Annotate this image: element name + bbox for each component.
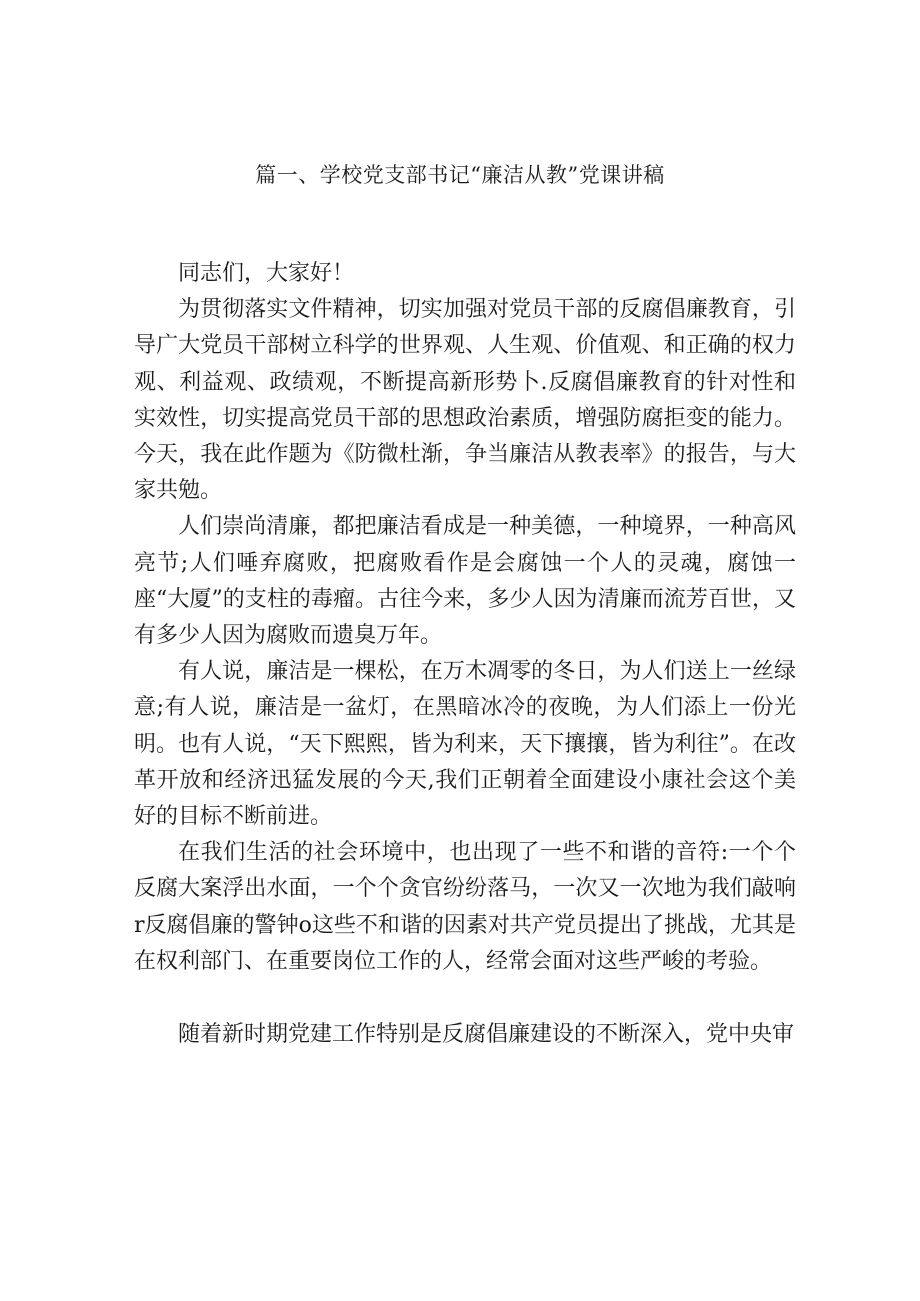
paragraph-party-building: 随着新时期党建工作特别是反腐倡廉建设的不断深入，党中央审 xyxy=(178,1022,795,1048)
paragraph-integrity-metaphor: 有人说，廉洁是一棵松，在万木凋零的冬日，为人们送上一丝绿意;有人说，廉洁是一盆灯，在黑暗冰冷的夜晚，为人们添上一份光明。也有人说，“天下熙熙，皆为利来，天下攘攘，皆为利往”。在改革开放和经济迅猛发展的今天,我们正朝着全面建设小康社会这个美好的目标不断前进。 xyxy=(134,659,796,830)
document-body xyxy=(134,256,796,1053)
document-title: 篇一、学校党支部书记“廉洁从教”党课讲稿 xyxy=(255,163,665,187)
paragraph-integrity-virtue: 人们崇尚清廉，都把廉洁看成是一种美德，一种境界，一种高风亮节;人们唾弃腐败，把腐败看作是会腐蚀一个人的灵魂，腐蚀一座“大厦”的支柱的毒瘤。古往今来，多少人因为清廉而流芳百世，又有多少人因为腐败而遗臭万年。 xyxy=(134,514,796,649)
paragraph-purpose: 为贯彻落实文件精神，切实加强对党员干部的反腐倡廉教育，引导广大党员干部树立科学的世界观、人生观、价值观、和正确的权力观、利益观、政绩观，不断提高新形势卜.反腐倡廉教育的针对性和实效性，切实提高党员干部的思想政治素质，增强防腐拒变的能力。今天，我在此作题为《防微杜渐，争当廉洁从教表率》的报告，与大家共勉。 xyxy=(134,297,796,504)
paragraph-greeting: 同志们，大家好！ xyxy=(178,261,355,286)
paragraph-social-environment: 在我们生活的社会环境中，也出现了一些不和谐的音符:一个个反腐大案浮出水面，一个个贪官纷纷落马，一次又一次地为我们敲响r反腐倡廉的警钟o这些不和谐的因素对共产党员提出了挑战，尤其是在权利部门、在重要岗位工作的人，经常会面对这些严峻的考验。 xyxy=(134,840,796,974)
